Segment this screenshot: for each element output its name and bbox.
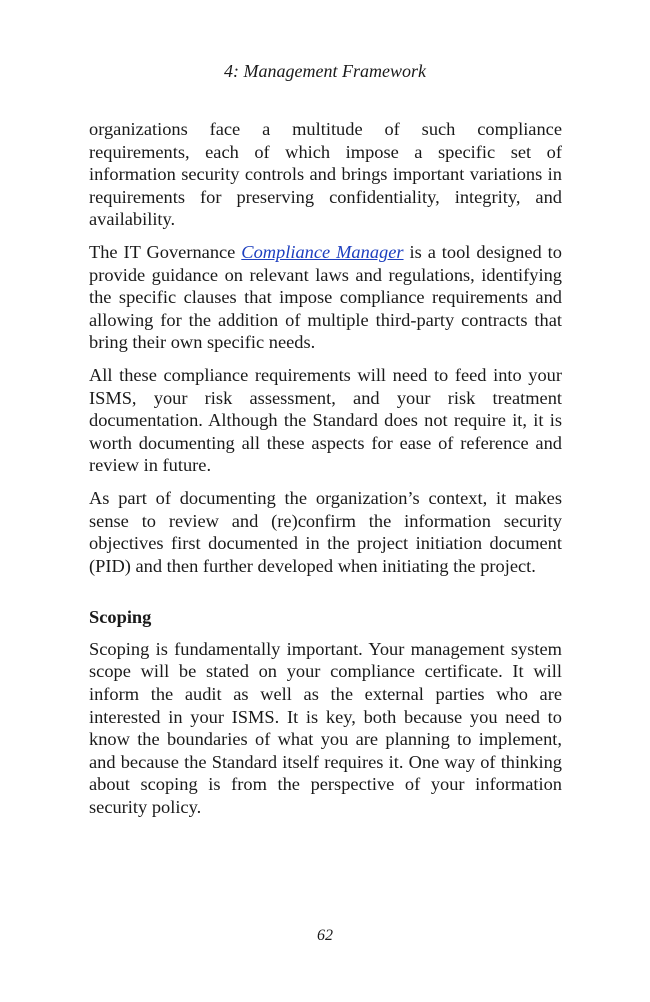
section-heading-scoping: Scoping [89, 607, 152, 628]
paragraph-compliance-requirements: organizations face a multitude of such compliance requirements, each of which impose a specific set of information security controls and brings important variations in requirements for preserving confidentiality, integrity, and availability. [89, 119, 562, 230]
paragraph-isms-feed: All these compliance requirements will need to feed into your ISMS, your risk assessment, and your risk treatment documentation. Although the Standard does not require it, it is worth documenting all these aspects for ease of reference and review in future. [89, 364, 562, 476]
paragraph-scoping: Scoping is fundamentally important. Your management system scope will be stated on your compliance certificate. It will inform the audit as well as the external parties who are interested in your ISMS. It is key, both because you need to know the boundaries of what you are planning to implement, and because the Standard itself requires it. One way of thinking about scoping is from the perspective of your information security policy. [89, 638, 562, 818]
page-number: 62 [317, 927, 333, 944]
paragraph-text-before-link: The IT Governance [89, 241, 242, 262]
compliance-manager-link[interactable]: Compliance Manager [241, 241, 404, 262]
running-header: 4: Management Framework [224, 61, 426, 81]
paragraph-text-after-link: is a tool designed to provide guidance on relevant laws and regulations, identifying the specific clauses that impose compliance requirements and allowing for the addition of multiple third-party contracts that bring their own specific needs. [89, 241, 562, 353]
paragraph-organization-context: As part of documenting the organization’s context, it makes sense to review and (re)confirm the information security objectives first documented in the project initiation document (PID) and then further developed when initiating the project. [89, 487, 562, 576]
paragraph-compliance-manager [89, 241, 562, 354]
body-text [89, 118, 562, 829]
